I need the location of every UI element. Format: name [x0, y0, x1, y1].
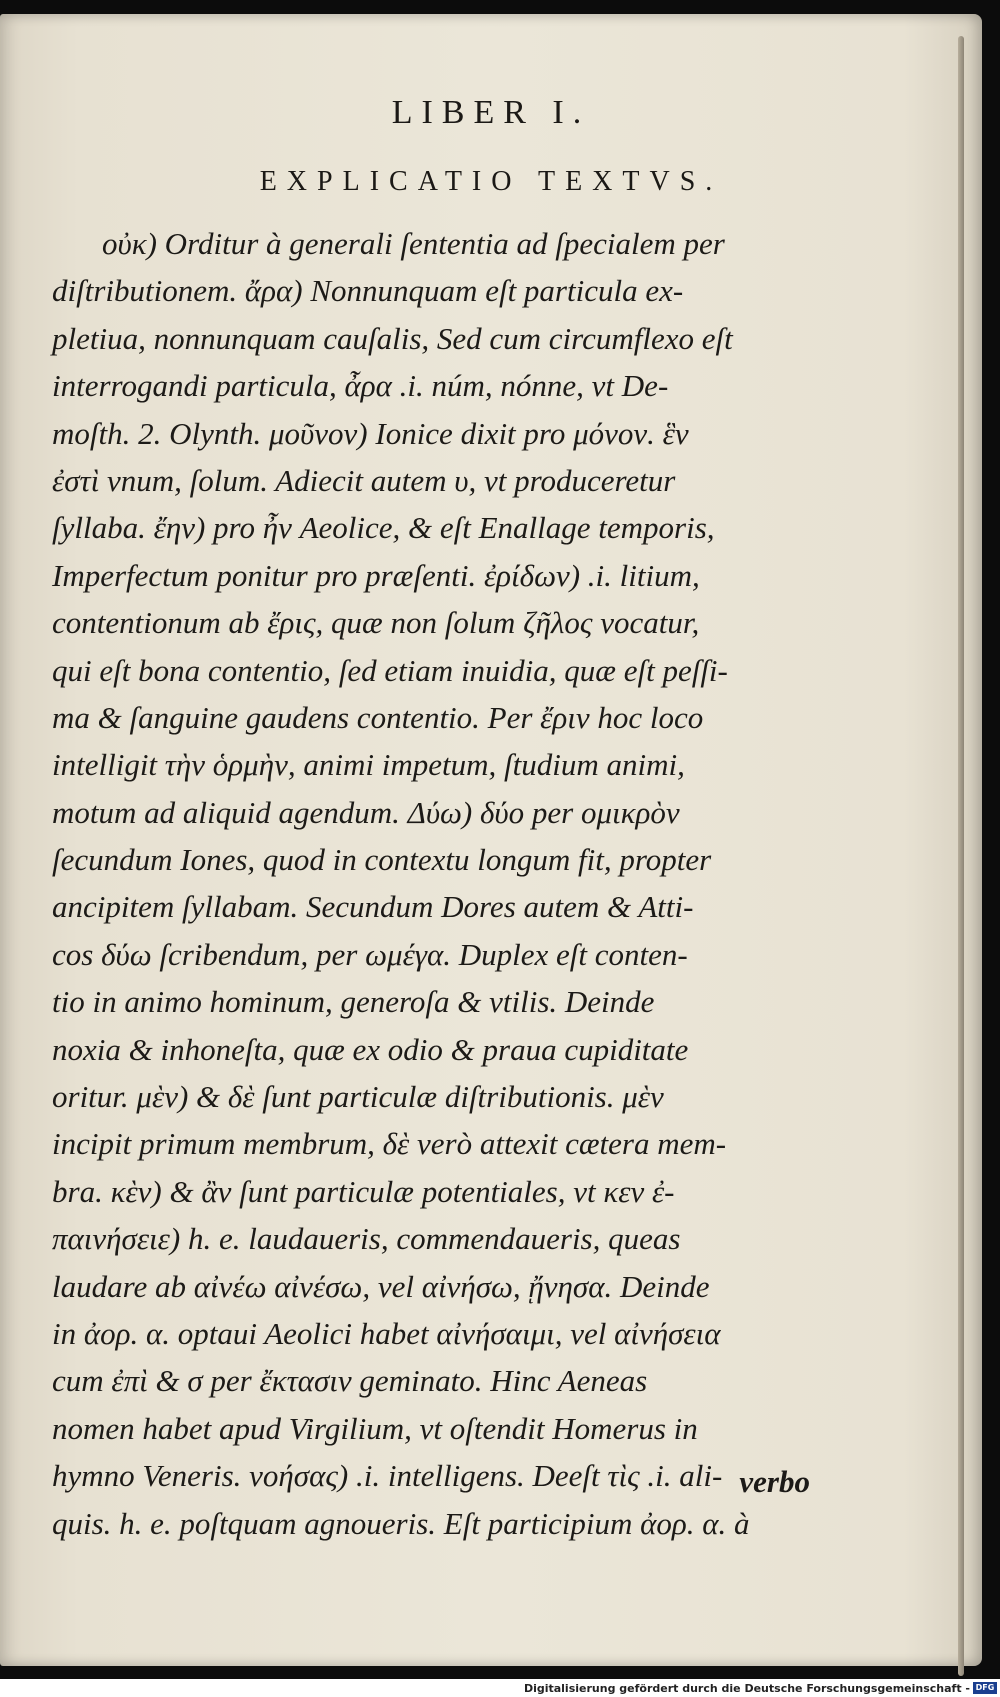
text-line: tio in animo hominum, generoſa & vtilis. Deinde: [52, 984, 655, 1020]
text-line: ſyllaba. ἔην) pro ἦν Aeolice, & eſt Enallage temporis,: [52, 510, 715, 546]
text-line: laudare ab αἰνέω αἰνέσω, vel αἰνήσω, ᾔνησα. Deinde: [52, 1268, 710, 1304]
funding-note: Digitalisierung gefördert durch die Deutsche Forschungsgemeinschaft -: [523, 1682, 970, 1695]
text-line: pletiua, nonnunquam cauſalis, Sed cum circumflexo eſt: [52, 320, 733, 356]
text-line: cum ἐπὶ & σ per ἔκτασιν geminato. Hinc Aeneas: [52, 1363, 648, 1399]
footer-bar: [0, 1679, 1000, 1697]
text-line: moſth. 2. Olynth. μοῦνον) Ionice dixit pro μόνον. ἓν: [52, 415, 689, 451]
body-text: [52, 220, 812, 1547]
text-line: in ἀορ. α. optaui Aeolici habet αἰνήσαιμι, vel αἰνήσεια: [52, 1315, 721, 1351]
text-line: cos δύω ſcribendum, per ωμέγα. Duplex eſt conten-: [52, 936, 688, 972]
text-line: motum ad aliquid agendum. Δύω) δύο per ομικρὸν: [52, 794, 680, 830]
text-line: bra. κὲν) & ἂν ſunt particulæ potentiales, vt κεν ἐ-: [52, 1173, 675, 1209]
text-line: qui eſt bona contentio, ſed etiam inuidia, quæ eſt peſſi-: [52, 652, 728, 688]
text-line: contentionum ab ἔρις, quæ non ſolum ζῆλος vocatur,: [52, 605, 700, 641]
text-line: oritur. μὲν) & δὲ ſunt particulæ diſtributionis. μὲν: [52, 1079, 664, 1115]
text-line: ancipitem ſyllabam. Secundum Dores autem & Atti-: [52, 889, 694, 925]
text-line: παινήσειε) h. e. laudaueris, commendaueris, queas: [52, 1221, 681, 1257]
page-edge: [958, 36, 964, 1676]
text-line: diſtributionem. ἄρα) Nonnunquam eſt particula ex-: [52, 273, 684, 309]
text-line: noxia & inhoneſta, quæ ex odio & praua cupiditate: [52, 1031, 689, 1067]
text-line: quis. h. e. poſtquam agnoueris. Eſt participium ἀορ. α. à: [52, 1505, 750, 1541]
text-line: interrogandi particula, ἆρα .i. núm, nónne, vt De-: [52, 368, 669, 404]
section-title: EXPLICATIO TEXTVS.: [259, 166, 723, 197]
text-line: incipit primum membrum, δὲ verò attexit cætera mem-: [52, 1126, 727, 1162]
catchword: verbo: [739, 1464, 810, 1499]
text-line: ſecundum Iones, quod in contextu longum fit, propter: [52, 842, 712, 878]
text-line: intelligit τὴν ὁρμὴν, animi impetum, ſtudium animi,: [52, 747, 685, 783]
text-line: οὐκ) Orditur à generali ſententia ad ſpecialem per: [102, 226, 725, 261]
running-head: LIBER I.: [391, 94, 591, 131]
book-page: [0, 14, 982, 1666]
text-line: ἐστὶ vnum, ſolum. Adiecit autem υ, vt produceretur: [52, 462, 676, 498]
text-line: nomen habet apud Virgilium, vt oſtendit Homerus in: [52, 1410, 698, 1446]
dfg-logo: DFG: [973, 1682, 997, 1694]
text-line: hymno Veneris. νοήσας) .i. intelligens. Deeſt τὶς .i. ali-: [52, 1458, 723, 1494]
text-line: Imperfectum ponitur pro præſenti. ἐρίδων) .i. litium,: [52, 557, 700, 593]
text-line: ma & ſanguine gaudens contentio. Per ἔριν hoc loco: [52, 699, 704, 735]
